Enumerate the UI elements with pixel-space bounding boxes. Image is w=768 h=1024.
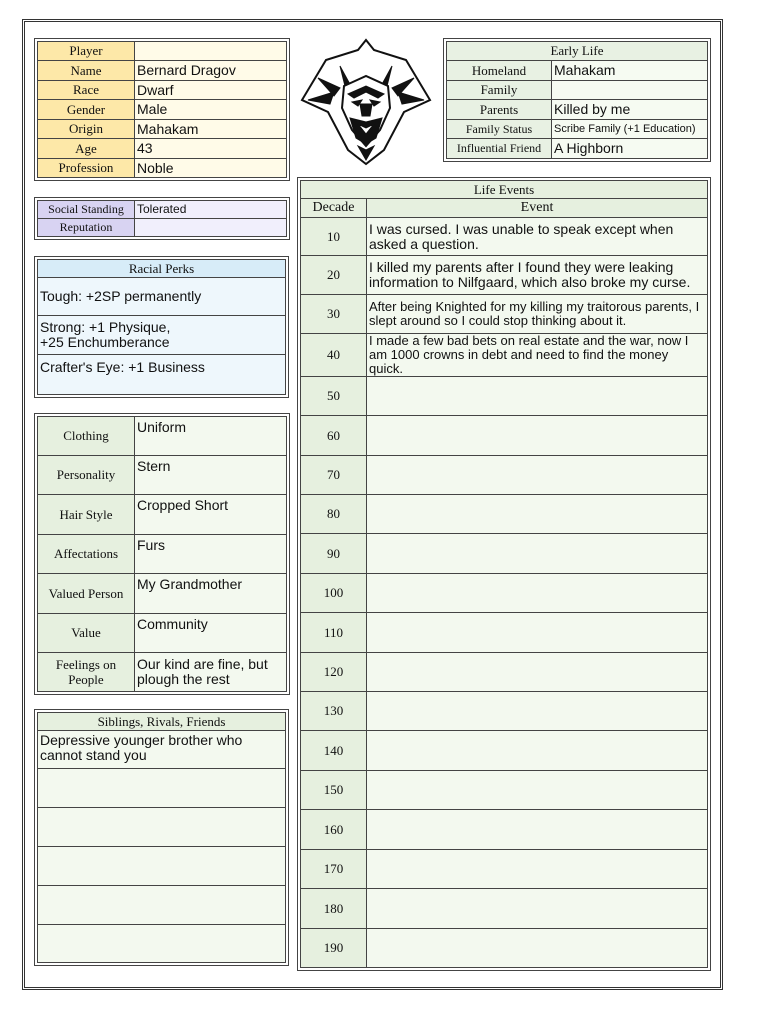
affectations-label: Affectations [38, 535, 135, 574]
life-event-row [301, 850, 708, 889]
player-label: Player [38, 42, 135, 61]
event-cell[interactable]: I made a few bad bets on real estate and the war, now I am 1000 crowns in debt and need to find the money quick. [367, 334, 708, 377]
racial-perk-item[interactable]: Strong: +1 Physique, +25 Enchumberance [38, 316, 286, 355]
gender-label: Gender [38, 100, 135, 120]
life-event-row [301, 810, 708, 850]
social-standing-label: Social Standing [38, 201, 135, 219]
sibling-item[interactable]: Depressive younger brother who cannot stand you [38, 731, 286, 769]
life-event-row [301, 416, 708, 456]
event-cell[interactable] [367, 377, 708, 416]
event-cell[interactable]: I was cursed. I was unable to speak except when asked a question. [367, 218, 708, 256]
decade-cell: 130 [301, 692, 367, 731]
personality-label: Personality [38, 456, 135, 495]
valued-person-label: Valued Person [38, 574, 135, 614]
decade-cell: 50 [301, 377, 367, 416]
racial-perks-title: Racial Perks [38, 260, 286, 278]
decade-cell: 110 [301, 613, 367, 653]
decade-cell: 100 [301, 574, 367, 613]
decade-cell: 120 [301, 653, 367, 692]
age-label: Age [38, 139, 135, 159]
clothing-label: Clothing [38, 417, 135, 456]
life-event-row [301, 534, 708, 574]
decade-cell: 90 [301, 534, 367, 574]
decade-cell: 30 [301, 295, 367, 334]
life-event-row [301, 456, 708, 495]
social-standing-value[interactable]: Tolerated [135, 201, 287, 219]
name-value[interactable]: Bernard Dragov [135, 61, 287, 81]
event-header: Event [367, 199, 708, 218]
parents-label: Parents [447, 100, 552, 120]
reputation-value[interactable] [135, 219, 287, 237]
race-label: Race [38, 81, 135, 100]
age-value[interactable]: 43 [135, 139, 287, 159]
life-event-row [301, 295, 708, 334]
clothing-value[interactable]: Uniform [135, 417, 287, 456]
event-cell[interactable] [367, 534, 708, 574]
decade-cell: 10 [301, 218, 367, 256]
family-value[interactable] [552, 81, 708, 100]
homeland-value[interactable]: Mahakam [552, 61, 708, 81]
event-cell[interactable] [367, 495, 708, 534]
early-life-title: Early Life [447, 42, 708, 61]
life-event-row [301, 613, 708, 653]
name-label: Name [38, 61, 135, 81]
racial-perk-item[interactable]: Crafter's Eye: +1 Business [38, 355, 286, 395]
decade-cell: 160 [301, 810, 367, 850]
event-cell[interactable]: I killed my parents after I found they were leaking information to Nilfgaard, which also broke my curse. [367, 256, 708, 295]
siblings-table [37, 712, 286, 963]
wolf-medallion-icon [300, 38, 432, 166]
event-cell[interactable] [367, 731, 708, 771]
personality-value[interactable]: Stern [135, 456, 287, 495]
hair-style-value[interactable]: Cropped Short [135, 495, 287, 535]
decade-cell: 40 [301, 334, 367, 377]
race-value[interactable]: Dwarf [135, 81, 287, 100]
decade-cell: 140 [301, 731, 367, 771]
sibling-item[interactable] [38, 808, 286, 847]
racial-perks-table [37, 259, 286, 395]
life-event-row [301, 692, 708, 731]
basic-info-table [37, 41, 287, 178]
racial-perk-item[interactable]: Tough: +2SP permanently [38, 278, 286, 316]
decade-cell: 150 [301, 771, 367, 810]
decade-cell: 70 [301, 456, 367, 495]
traits-table [37, 416, 287, 692]
event-cell[interactable] [367, 810, 708, 850]
event-cell[interactable] [367, 929, 708, 968]
decade-cell: 180 [301, 889, 367, 929]
homeland-label: Homeland [447, 61, 552, 81]
life-event-row [301, 256, 708, 295]
influential-friend-value[interactable]: A Highborn [552, 139, 708, 159]
value-label: Value [38, 614, 135, 653]
sibling-item[interactable] [38, 769, 286, 808]
event-cell[interactable] [367, 653, 708, 692]
decade-cell: 60 [301, 416, 367, 456]
player-value[interactable] [135, 42, 287, 61]
origin-value[interactable]: Mahakam [135, 120, 287, 139]
affectations-value[interactable]: Furs [135, 535, 287, 574]
decade-cell: 190 [301, 929, 367, 968]
gender-value[interactable]: Male [135, 100, 287, 120]
origin-label: Origin [38, 120, 135, 139]
event-cell[interactable] [367, 456, 708, 495]
life-event-row [301, 889, 708, 929]
event-cell[interactable] [367, 416, 708, 456]
sibling-item[interactable] [38, 925, 286, 963]
feelings-on-people-value[interactable]: Our kind are fine, but plough the rest [135, 653, 287, 692]
siblings-title: Siblings, Rivals, Friends [38, 713, 286, 731]
decade-cell: 80 [301, 495, 367, 534]
decade-cell: 170 [301, 850, 367, 889]
life-event-row [301, 731, 708, 771]
life-event-row [301, 574, 708, 613]
family-status-value[interactable]: Scribe Family (+1 Education) [552, 120, 708, 139]
hair-style-label: Hair Style [38, 495, 135, 535]
event-cell[interactable] [367, 850, 708, 889]
early-life-table [446, 41, 708, 159]
life-event-row [301, 218, 708, 256]
life-events-table [300, 180, 708, 968]
reputation-label: Reputation [38, 219, 135, 237]
life-event-row [301, 653, 708, 692]
decade-header: Decade [301, 199, 367, 218]
life-event-row [301, 334, 708, 377]
parents-value[interactable]: Killed by me [552, 100, 708, 120]
event-cell[interactable] [367, 574, 708, 613]
event-cell[interactable] [367, 692, 708, 731]
value-value[interactable]: Community [135, 614, 287, 653]
sibling-item[interactable] [38, 847, 286, 886]
valued-person-value[interactable]: My Grandmother [135, 574, 287, 614]
life-event-row [301, 495, 708, 534]
event-cell[interactable]: After being Knighted for my killing my traitorous parents, I slept around so I could stop thinking about it. [367, 295, 708, 334]
family-status-label: Family Status [447, 120, 552, 139]
event-cell[interactable] [367, 771, 708, 810]
social-table [37, 200, 287, 237]
profession-label: Profession [38, 159, 135, 178]
life-event-row [301, 929, 708, 968]
event-cell[interactable] [367, 889, 708, 929]
influential-friend-label: Influential Friend [447, 139, 552, 159]
family-label: Family [447, 81, 552, 100]
life-event-row [301, 771, 708, 810]
profession-value[interactable]: Noble [135, 159, 287, 178]
decade-cell: 20 [301, 256, 367, 295]
life-events-title: Life Events [301, 181, 708, 199]
feelings-on-people-label: Feelings on People [38, 653, 135, 692]
life-event-row [301, 377, 708, 416]
sibling-item[interactable] [38, 886, 286, 925]
event-cell[interactable] [367, 613, 708, 653]
